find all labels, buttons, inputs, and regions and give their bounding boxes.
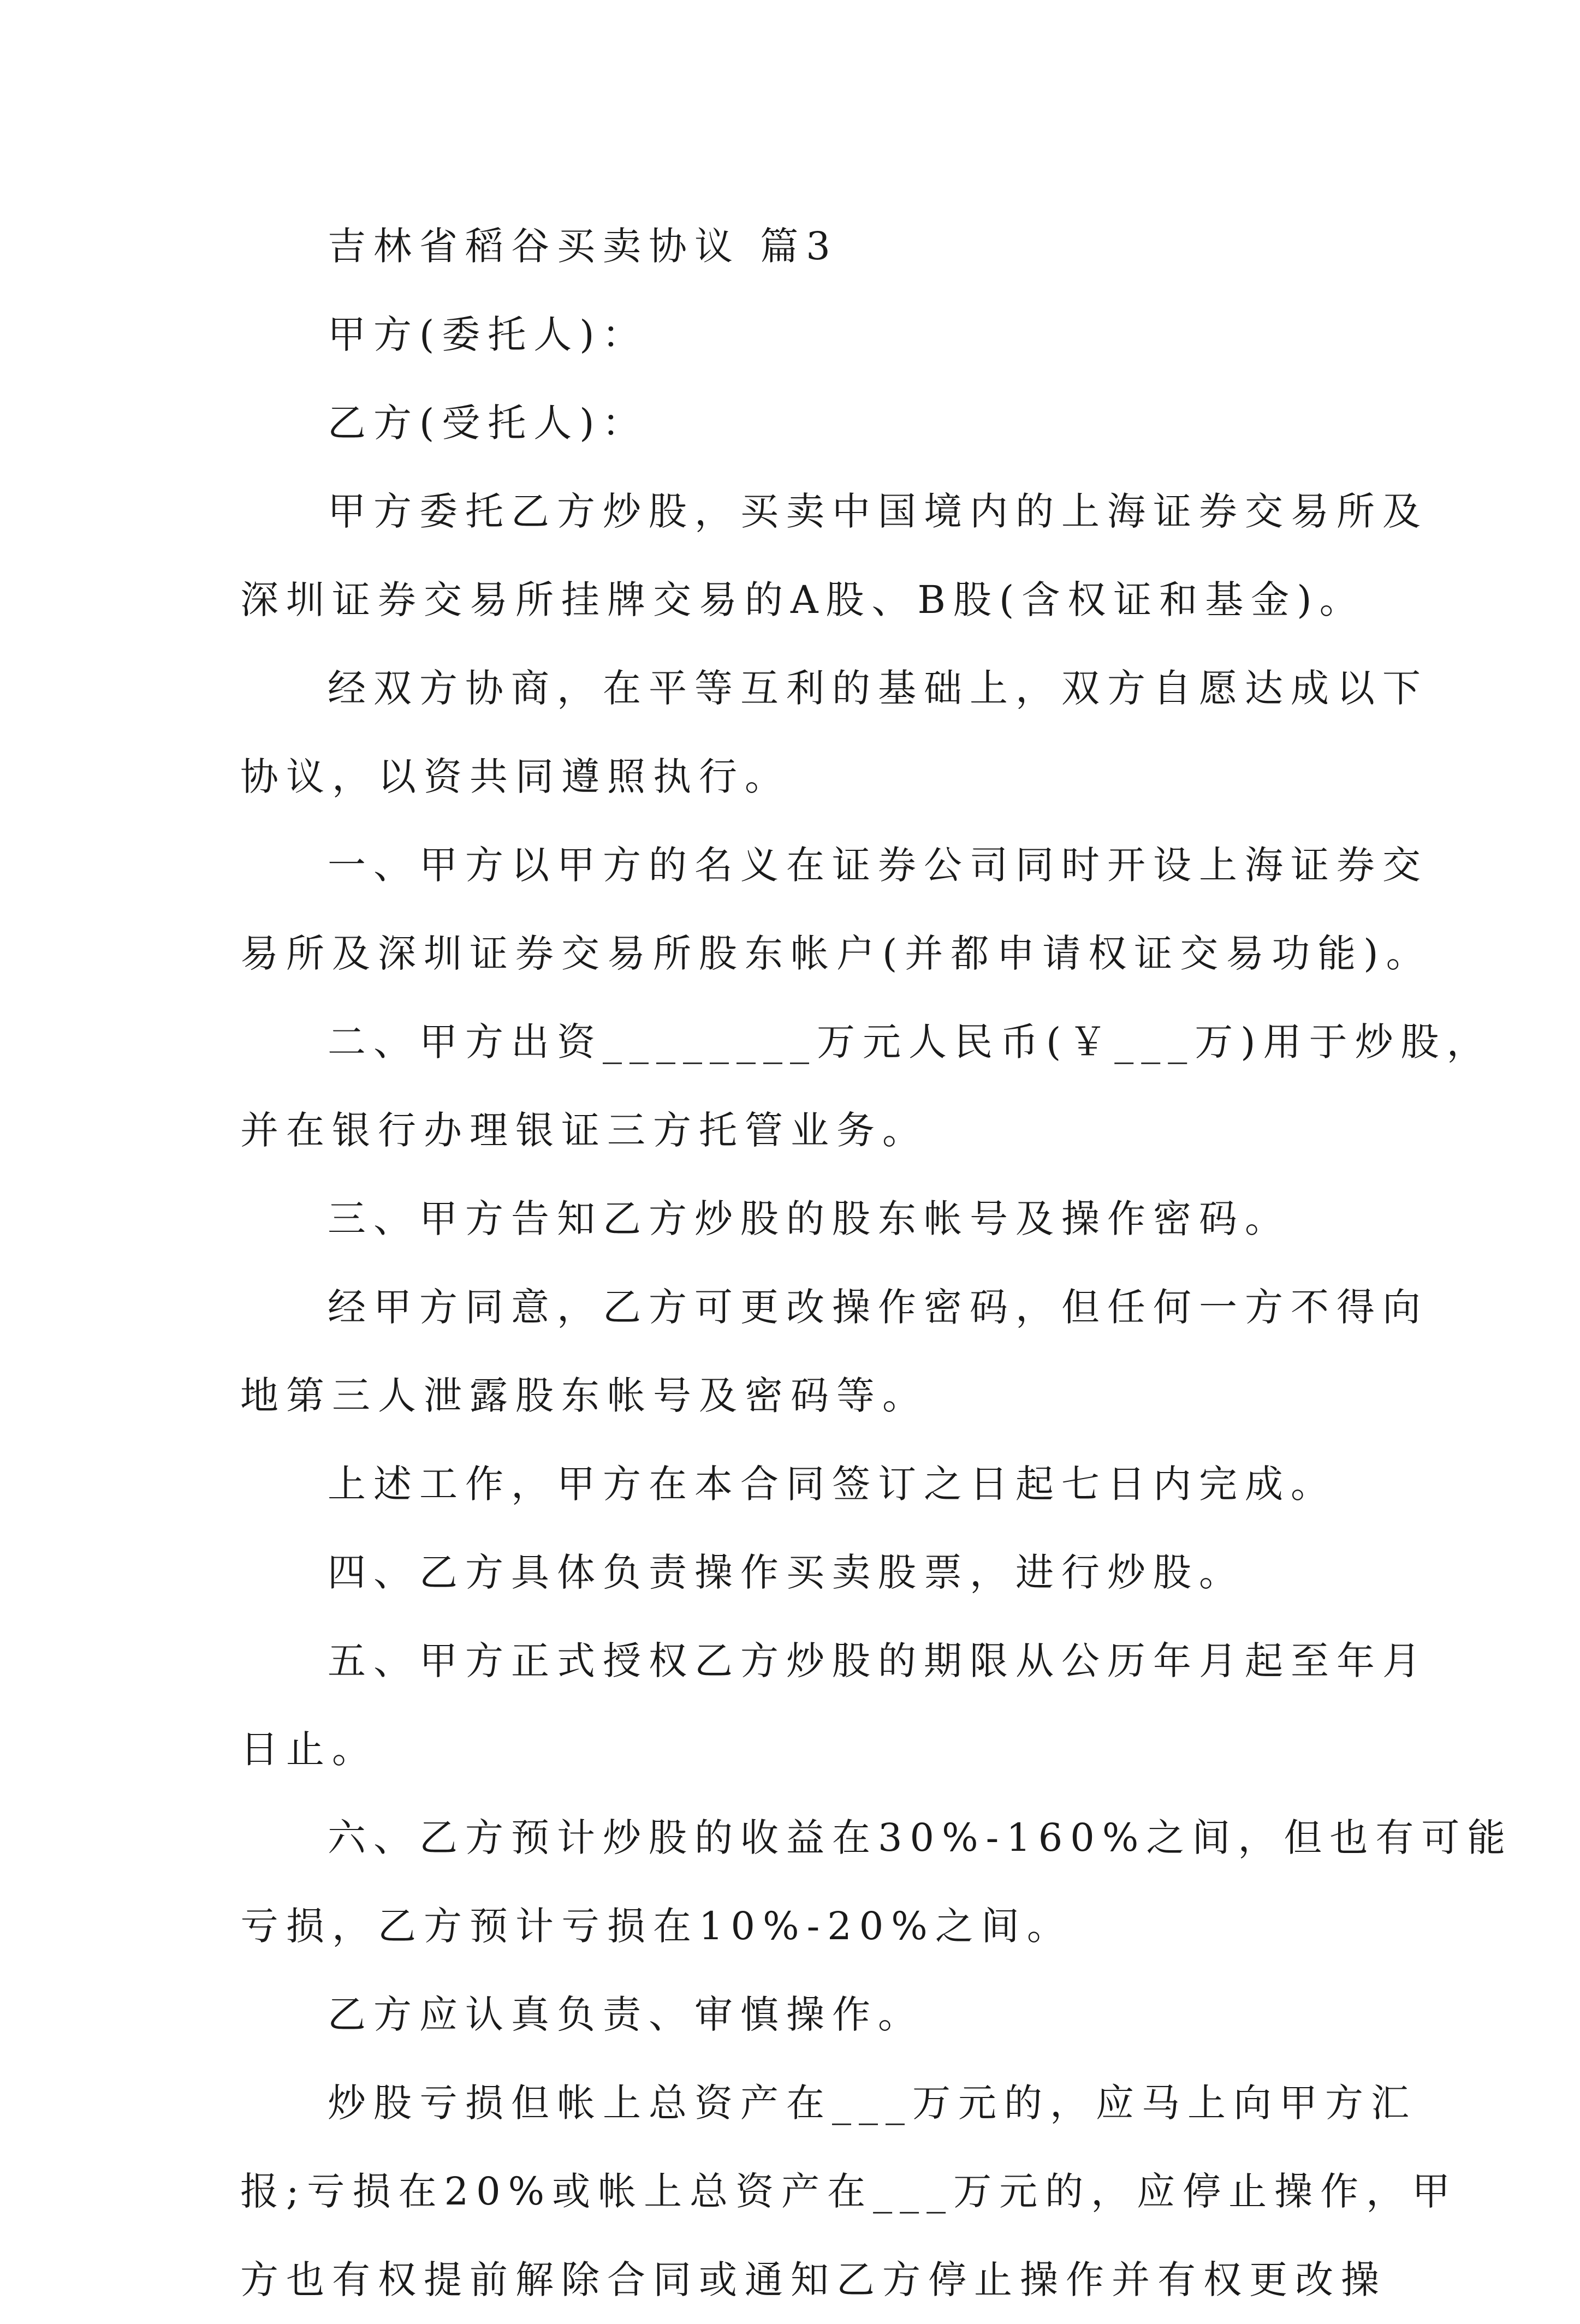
paragraph-line: 三、甲方告知乙方炒股的股东帐号及操作密码。: [328, 1196, 1291, 1241]
paragraph-line: 经甲方同意，乙方可更改操作密码，但任何一方不得向: [328, 1285, 1428, 1330]
paragraph: [240, 1175, 1349, 1263]
paragraph-line: 报;亏损在20%或帐上总资产在___万元的，应停止操作，甲: [240, 2169, 1458, 2214]
paragraph-line: 五、甲方正式授权乙方炒股的期限从公历年月起至年月: [328, 1638, 1428, 1683]
paragraph: [240, 821, 1432, 998]
party-a-line: 甲方(委托人)：: [328, 312, 648, 357]
party-b-line: 乙方(受托人)：: [328, 401, 648, 445]
paragraph-line: 甲方委托乙方炒股，买卖中国境内的上海证券交易所及: [328, 489, 1428, 534]
paragraph-line: 上述工作，甲方在本合同签订之日起七日内完成。: [328, 1462, 1337, 1506]
paragraph: [240, 1528, 1349, 1617]
paragraph-line: 亏损，乙方预计亏损在10%-20%之间。: [240, 1904, 1073, 1948]
paragraph-line: 炒股亏损但帐上总资产在___万元的，应马上向甲方汇: [328, 2081, 1417, 2125]
paragraph-line: 四、乙方具体负责操作买卖股票，进行炒股。: [328, 1550, 1245, 1595]
paragraph: [240, 1263, 1428, 1440]
paragraph-line: 六、乙方预计炒股的收益在30%-160%之间，但也有可能: [328, 1815, 1513, 1860]
paragraph-line: 二、甲方出资________万元人民币(￥___万)用于炒股，: [328, 1020, 1493, 1064]
paragraph-line: 一、甲方以甲方的名义在证券公司同时开设上海证券交: [328, 843, 1428, 887]
paragraph-line: 日止。: [240, 1727, 378, 1772]
paragraph-line: 并在银行办理银证三方托管业务。: [240, 1108, 928, 1153]
paragraph-line: 地第三人泄露股东帐号及密码等。: [240, 1373, 928, 1418]
paragraph-line: 深圳证券交易所挂牌交易的A股、B股(含权证和基金)。: [240, 577, 1365, 622]
paragraph-line: 乙方应认真负责、审慎操作。: [328, 1992, 924, 2037]
paragraph: [240, 1440, 1349, 1528]
paragraph: [240, 1970, 1349, 2059]
paragraph: [240, 644, 1428, 821]
document-body: [240, 202, 1513, 2324]
paragraph-line: 协议，以资共同遵照执行。: [240, 754, 791, 799]
paragraph-line: 方也有权提前解除合同或通知乙方停止操作并有权更改操: [240, 2257, 1387, 2302]
paragraph-line: 经双方协商，在平等互利的基础上，双方自愿达成以下: [328, 666, 1428, 711]
paragraph-line: 易所及深圳证券交易所股东帐户(并都申请权证交易功能)。: [240, 931, 1432, 976]
paragraph: [240, 1793, 1513, 1970]
paragraph: [240, 2059, 1458, 2324]
paragraph: [240, 998, 1493, 1175]
document-title: 吉林省稻谷买卖协议 篇3: [328, 224, 838, 269]
paragraph: [240, 1617, 1428, 1793]
paragraph: [240, 467, 1428, 644]
